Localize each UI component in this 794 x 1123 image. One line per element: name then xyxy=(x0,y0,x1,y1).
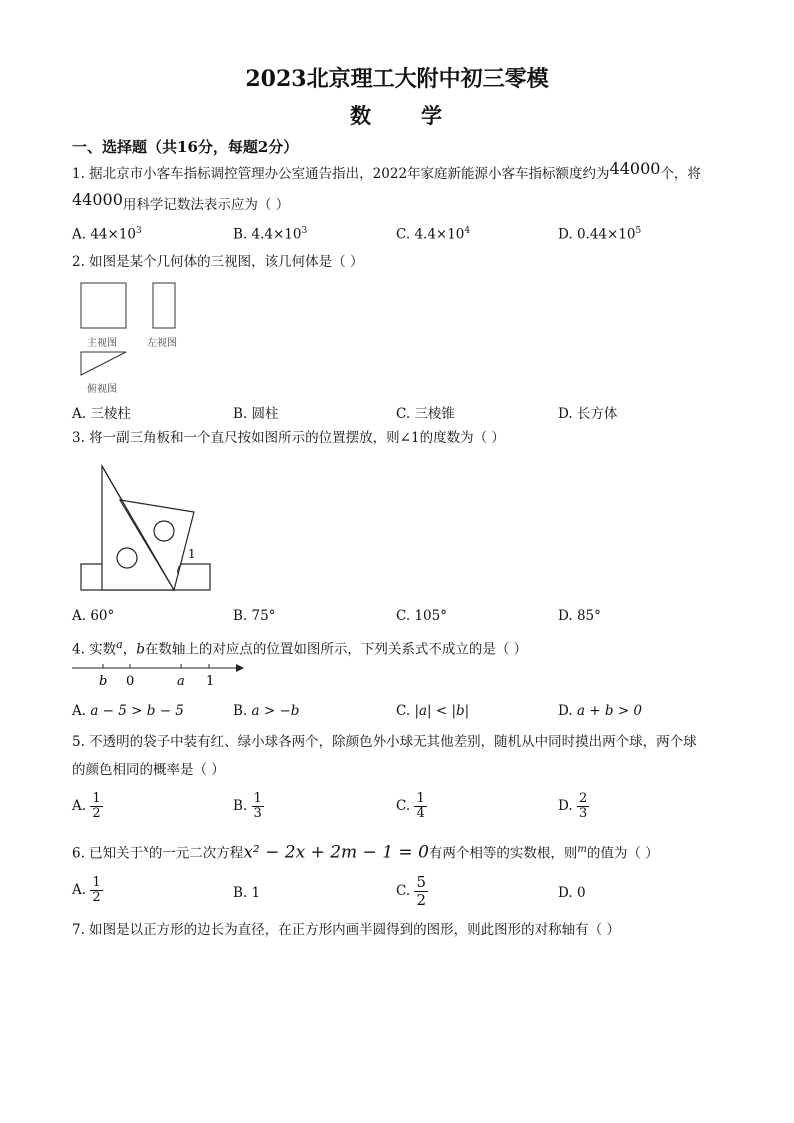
q4-option-b[interactable] xyxy=(233,703,299,719)
q6-equation: x² − 2x + 2m − 1 = 0 xyxy=(243,842,429,863)
q2-option-a[interactable] xyxy=(72,402,131,422)
q6-text-post2: 的值为（ ） xyxy=(586,845,659,862)
front-view-square xyxy=(81,283,126,328)
option-value: 三棱锥 xyxy=(414,406,455,422)
q6-text-post1: 有两个相等的实数根，则 xyxy=(428,845,578,862)
q1-option-c[interactable] xyxy=(396,226,470,243)
option-exp: 4 xyxy=(464,226,471,236)
triangle-ruler-figure xyxy=(72,458,222,598)
option-value: 4.4×10 xyxy=(414,226,465,243)
option-label: A. xyxy=(72,406,87,422)
option-value: a + b > 0 xyxy=(576,703,643,719)
number-line xyxy=(70,658,250,692)
question-5-line-2: 的颜色相同的概率是（ ） xyxy=(72,762,225,778)
question-4 xyxy=(72,636,527,659)
axis-label-a: a xyxy=(177,674,185,689)
numerator: 2 xyxy=(578,791,588,806)
fraction xyxy=(414,874,428,909)
numerator: 5 xyxy=(416,873,426,891)
q6-option-a[interactable] xyxy=(72,876,103,905)
q6-option-c[interactable] xyxy=(396,874,428,909)
option-label: D. xyxy=(558,608,573,624)
q3-option-a[interactable] xyxy=(72,608,114,624)
q5-option-b[interactable] xyxy=(233,792,264,821)
left-view-rect xyxy=(153,283,175,328)
q3-option-d[interactable] xyxy=(558,608,601,624)
option-value: 75° xyxy=(251,608,276,624)
axis-label-1: 1 xyxy=(206,674,215,689)
fraction xyxy=(414,792,426,821)
option-exp: 3 xyxy=(301,226,308,236)
option-label: A. xyxy=(72,608,87,624)
option-label: B. xyxy=(233,798,248,814)
option-label: C. xyxy=(396,703,411,719)
page-title: 2023北京理工大附中初三零模 xyxy=(245,66,549,92)
option-value: 60° xyxy=(90,608,115,624)
option-label: C. xyxy=(396,608,411,624)
option-label: D. xyxy=(558,406,573,422)
q2-option-d[interactable] xyxy=(558,402,617,422)
option-label: C. xyxy=(396,798,411,814)
option-label: B. xyxy=(233,703,248,719)
caption-left-view: 左视图 xyxy=(147,338,177,349)
option-label: D. xyxy=(558,798,573,814)
q6-text-pre: 6. 已知关于 xyxy=(72,845,144,862)
option-label: B. xyxy=(233,226,248,243)
fraction xyxy=(90,876,102,905)
q1-number: 44000 xyxy=(609,159,661,178)
q2-option-c[interactable] xyxy=(396,402,455,422)
option-value: 三棱柱 xyxy=(90,406,131,422)
denominator: 2 xyxy=(92,806,101,821)
axis-arrow xyxy=(236,664,244,672)
q4-text-pre: 4. 实数 xyxy=(72,641,117,658)
numerator: 1 xyxy=(416,791,425,806)
q6-var-m: m xyxy=(577,844,587,855)
q6-option-b[interactable] xyxy=(233,885,260,901)
option-value: a − 5 > b − 5 xyxy=(90,703,184,719)
q4-option-a[interactable] xyxy=(72,703,184,719)
option-label: C. xyxy=(396,883,411,899)
q1-number-2: 44000 xyxy=(72,190,123,209)
option-label: A. xyxy=(72,703,87,719)
denominator: 3 xyxy=(578,806,588,821)
option-value: 0 xyxy=(576,885,586,901)
fraction xyxy=(252,792,264,821)
numerator: 1 xyxy=(92,791,101,806)
option-label: A. xyxy=(72,882,87,898)
top-view-triangle xyxy=(81,352,126,375)
question-7: 7. 如图是以正方形的边长为直径，在正方形内画半圆得到的图形，则此图形的对称轴有（ ） xyxy=(72,922,620,938)
denominator: 3 xyxy=(253,806,262,821)
option-label: C. xyxy=(396,226,411,243)
q4-option-d[interactable] xyxy=(558,703,642,719)
numerator: 1 xyxy=(253,791,262,806)
q5-option-a[interactable] xyxy=(72,792,103,821)
option-label: D. xyxy=(558,885,573,901)
option-label: A. xyxy=(72,798,87,814)
q2-option-b[interactable] xyxy=(233,402,279,422)
q1-option-d[interactable] xyxy=(558,226,641,243)
question-1-line-2 xyxy=(72,190,290,214)
option-value: 长方体 xyxy=(576,406,618,422)
option-label: B. xyxy=(233,608,248,624)
option-value: 圆柱 xyxy=(251,406,279,422)
section-heading: 一、选择题（共16分，每题2分） xyxy=(72,138,299,156)
q3-option-c[interactable] xyxy=(396,608,447,624)
q5-option-d[interactable] xyxy=(558,792,589,821)
angle-label: 1 xyxy=(188,547,196,561)
question-5-line-1: 5. 不透明的袋子中装有红、绿小球各两个，除颜色外小球无其他差别，随机从中同时摸出两个球，两个球 xyxy=(72,734,697,750)
q1-text-post: 个，将 xyxy=(660,166,701,182)
q4-separator: ， xyxy=(122,641,137,658)
subject-title xyxy=(0,100,794,130)
option-label: B. xyxy=(233,406,248,422)
option-value: 85° xyxy=(576,608,601,624)
option-label: B. xyxy=(233,885,248,901)
option-exp: 5 xyxy=(635,226,642,236)
q1-text-2: 用科学记数法表示应为（ ） xyxy=(122,197,290,213)
option-value: a > −b xyxy=(251,703,300,719)
subject-char-2: 学 xyxy=(421,103,444,128)
denominator: 2 xyxy=(416,891,426,909)
q1-option-b[interactable] xyxy=(233,226,307,243)
fraction xyxy=(577,792,589,821)
q6-option-d[interactable] xyxy=(558,885,586,901)
option-value: 0.44×10 xyxy=(576,226,636,243)
question-2: 2. 如图是某个几何体的三视图，该几何体是（ ） xyxy=(72,254,364,270)
q4-var-b: b xyxy=(136,641,145,658)
q5-option-c[interactable] xyxy=(396,792,427,821)
q3-option-b[interactable] xyxy=(233,608,275,624)
axis-label-b: b xyxy=(99,674,108,689)
q4-text-post: 在数轴上的对应点的位置如图所示，下列关系式不成立的是（ ） xyxy=(144,641,528,658)
question-1-line-1 xyxy=(72,159,701,183)
q4-option-c[interactable] xyxy=(396,703,469,719)
option-exp: 3 xyxy=(136,226,142,236)
option-label: D. xyxy=(558,226,573,243)
option-value: 4.4×10 xyxy=(251,226,302,243)
q1-option-a[interactable] xyxy=(72,226,142,243)
fraction xyxy=(90,792,102,821)
q4-var-a: a xyxy=(116,638,123,651)
axis-label-0: 0 xyxy=(126,674,135,689)
option-label: D. xyxy=(558,703,573,719)
q6-var-x: x xyxy=(143,844,149,855)
q1-text: 1. 据北京市小客车指标调控管理办公室通告指出，2022年家庭新能源小客车指标额度约为 xyxy=(72,166,610,182)
denominator: 4 xyxy=(416,806,425,821)
option-value: |a| < |b| xyxy=(414,703,470,719)
option-value: 44×10 xyxy=(90,226,137,243)
question-3: 3. 将一副三角板和一个直尺按如图所示的位置摆放，则∠1的度数为（ ） xyxy=(72,430,505,446)
option-label: C. xyxy=(396,406,411,422)
option-label: A. xyxy=(72,226,87,243)
option-value: 1 xyxy=(251,885,261,901)
numerator: 1 xyxy=(92,875,101,890)
option-value: 105° xyxy=(414,608,447,624)
denominator: 2 xyxy=(92,890,101,905)
caption-top-view: 俯视图 xyxy=(87,384,117,395)
caption-front-view: 主视图 xyxy=(87,338,117,349)
question-6 xyxy=(72,841,659,863)
subject-char-1: 数 xyxy=(350,103,373,128)
q6-text-mid: 的一元二次方程 xyxy=(148,845,244,862)
